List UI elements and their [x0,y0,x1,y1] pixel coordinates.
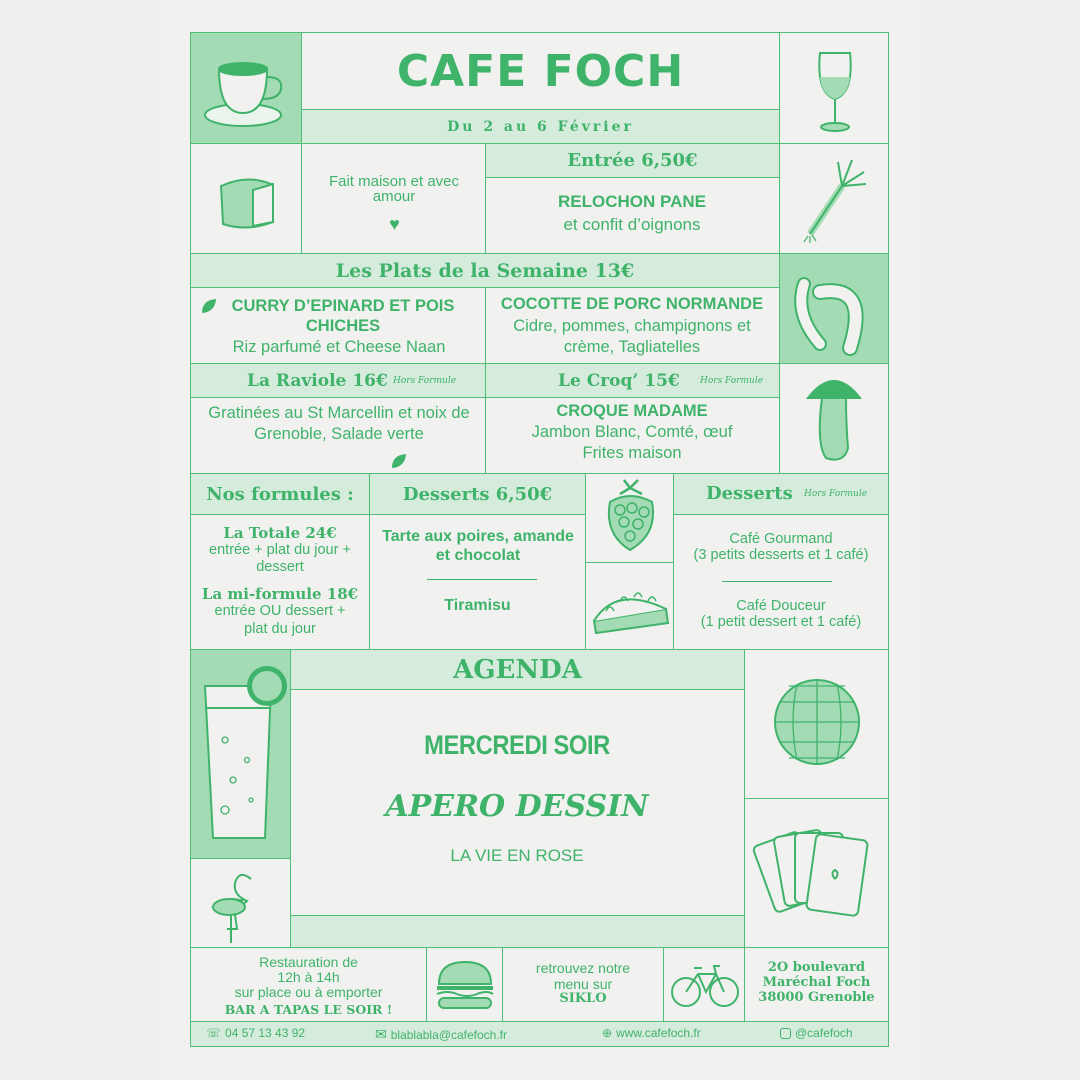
globe-icon: ⊕ [602,1026,613,1040]
mi-title: La mi-formule 18€ [201,585,359,603]
disco-ball-cell [744,649,889,799]
hf-item1b: (3 petits desserts et 1 café) [693,547,869,563]
entree-body [485,177,780,254]
totale-title: La Totale 24€ [223,524,337,542]
raviole-title-band [190,363,486,398]
coffee-cup-cell [190,32,302,144]
playing-cards-cell [744,798,889,948]
desserts-title: Desserts 6,50€ [402,483,553,505]
instagram-contact[interactable] [780,1026,853,1040]
plat-right-name: COCOTTE DE PORC NORMANDE [500,295,764,313]
agenda-bottom-band [290,915,745,948]
mushroom-icon [780,364,889,474]
plats-title: Les Plats de la Semaine 13€ [335,259,635,282]
cheese-cell [190,143,302,254]
siklo-cell [502,947,664,1022]
raspberry-cell [585,473,674,563]
dessert-item2: Tiramisu [444,597,511,614]
croq-title-band [485,363,780,398]
raviole-note: Hors Formule [393,376,457,386]
hf-divider [722,581,832,582]
burger-icon [427,948,503,1022]
croq-note: Hors Formule [700,376,764,386]
hours-line3: sur place ou à emporter [234,984,383,1000]
address-cell [744,947,889,1022]
desserts-hf-title-band [673,473,889,515]
email-icon: ✉ [375,1026,387,1042]
siklo-line3: SIKLO [559,991,607,1006]
croq-title: Le Croq’ 15€ [558,371,680,391]
formules-title-band [190,473,370,515]
entree-title-band [485,143,780,178]
leek-cell [779,143,889,254]
hours-cell [190,947,427,1022]
desserts-hf-note: Hors Formule [804,489,868,499]
croq-line2: Frites maison [582,444,682,462]
croq-body [485,397,780,474]
formules-title: Nos formules : [206,483,354,505]
address-line3: 38000 Grenoble [758,990,875,1005]
agenda-line3: LA VIE EN ROSE [450,846,584,865]
mi-desc: entrée OU dessert + plat du jour [214,603,346,637]
phone-number: 04 57 13 43 92 [225,1026,306,1040]
phone-icon: ☏ [206,1026,222,1040]
intro-text: Fait maison et avec amour [328,173,460,205]
intro-cell [301,143,486,254]
dates-band [301,109,780,144]
agenda-line1: MERCREDI SOIR [424,730,610,760]
agenda-body [290,689,745,916]
mushroom-cell [779,363,889,474]
dessert-item1: Tarte aux poires, amande et chocolat [382,528,574,564]
vegetarian-leaf-icon-2 [389,451,409,471]
croq-name: CROQUE MADAME [556,402,708,420]
desserts-body [369,514,586,650]
raspberry-icon [586,474,674,563]
hf-item1: Café Gourmand [729,531,833,547]
plat-right [485,287,780,364]
desserts-hf-body [673,514,889,650]
pie-cell [585,562,674,650]
croq-line1: Jambon Blanc, Comté, œuf [531,423,733,441]
dessert-divider [427,579,537,580]
raviole-body [190,397,486,474]
hours-line1: Restauration de [259,954,358,970]
brand-cell [301,32,780,110]
dates-text: Du 2 au 6 Février [447,118,634,135]
sausage-icon [780,254,889,364]
hours-line2: 12h à 14h [277,969,340,985]
siklo-line1: retrouvez notre [535,960,631,976]
tapas-line: BAR A TAPAS LE SOIR ! [224,1002,393,1017]
bicycle-icon [664,948,745,1022]
plats-title-band [190,253,780,288]
bicycle-cell [663,947,745,1022]
brand-title: CAFE FOCH [396,45,685,97]
flamingo-cell [190,858,291,948]
hf-item2b: (1 petit dessert et 1 café) [700,614,862,630]
coffee-cup-icon [191,33,302,144]
lemonade-glass-icon [191,650,291,859]
raviole-desc: Gratinées au St Marcellin et noix de Grenoble, Salade verte [208,404,470,443]
siklo-line2: menu sur [553,976,613,992]
lemon-pie-icon [586,563,674,650]
email-address: blablabla@cafefoch.fr [390,1027,507,1042]
agenda-title-band [290,649,745,690]
cheese-icon [191,144,302,254]
entree-dish: RELOCHON PANE [558,192,706,211]
plat-left-desc: Riz parfumé et Cheese Naan [232,338,446,356]
hf-item2: Café Douceur [736,598,826,614]
drink-cell [190,649,291,859]
web-address: www.cafefoch.fr [616,1026,701,1040]
web-contact[interactable] [602,1026,701,1040]
burger-cell [426,947,503,1022]
entree-desc: et confit d’oignons [563,215,701,234]
wine-glass-icon [780,33,889,144]
heart-icon: ♥ [389,214,400,234]
raviole-title: La Raviole 16€ [247,371,388,391]
totale-desc: entrée + plat du jour + dessert [209,542,351,575]
desserts-hf-title: Desserts [706,483,793,504]
phone-contact[interactable] [206,1026,305,1040]
instagram-handle: @cafefoch [795,1026,853,1040]
plat-right-desc: Cidre, pommes, champignons et crème, Tagliatelles [513,317,751,356]
desserts-title-band [369,473,586,515]
wine-glass-cell [779,32,889,144]
agenda-title: AGENDA [453,654,582,685]
flamingo-icon [191,859,291,948]
plat-left-name: CURRY D’EPINARD ET POIS CHICHES [231,297,455,335]
playing-cards-icon [745,799,889,948]
leek-icon [780,144,889,254]
address-line2: Maréchal Foch [762,975,871,990]
instagram-icon [780,1028,791,1039]
agenda-line2: APERO DESSIN [385,789,649,824]
sausage-cell [779,253,889,364]
email-contact[interactable] [375,1026,507,1043]
disco-ball-icon [745,650,889,799]
formules-body [190,514,370,650]
entree-title: Entrée 6,50€ [567,150,698,171]
address-line1: 2O boulevard [767,960,866,975]
plat-left [190,287,486,364]
